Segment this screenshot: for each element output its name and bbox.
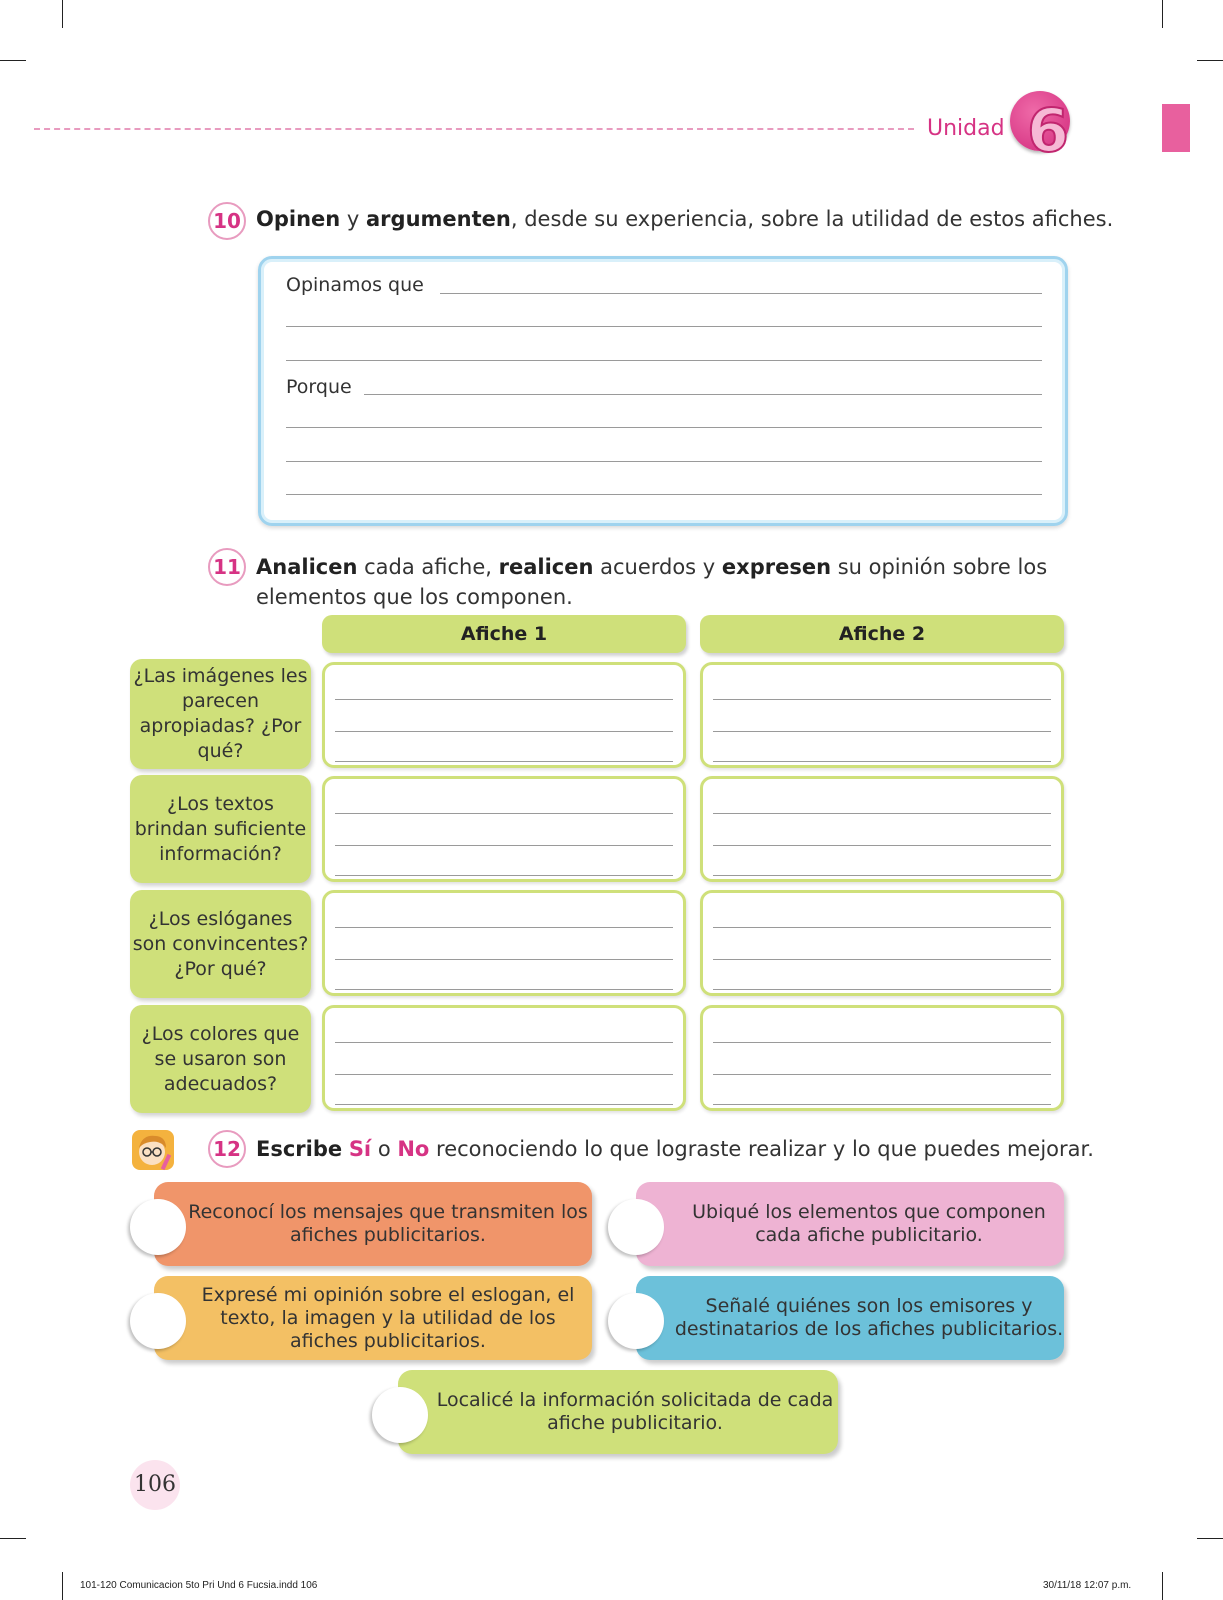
question-slogans: ¿Los eslóganes son convincentes? ¿Por qué? bbox=[130, 890, 311, 998]
self-eval-item: Ubiqué los elementos que componen cada afiche publicitario. bbox=[636, 1182, 1064, 1266]
answer-cell[interactable] bbox=[700, 1005, 1064, 1111]
footer-date: 30/11/18 12:07 p.m. bbox=[1043, 1580, 1132, 1591]
question-images: ¿Las imágenes les parecen apropiadas? ¿Por qué? bbox=[130, 659, 311, 769]
writing-line[interactable] bbox=[440, 293, 1042, 294]
activity-number-10: 10 bbox=[208, 202, 246, 240]
opinion-box bbox=[258, 256, 1068, 526]
crop-mark bbox=[1197, 60, 1223, 61]
activity-number-11: 11 bbox=[208, 548, 246, 586]
self-eval-item: Expresé mi opinión sobre el eslogan, el texto, la imagen y la utilidad de los afiches publicitarios. bbox=[154, 1276, 592, 1360]
answer-cell[interactable] bbox=[700, 776, 1064, 882]
answer-circle[interactable] bbox=[608, 1293, 664, 1349]
self-eval-item: Localicé la información solicitada de cada afiche publicitario. bbox=[398, 1370, 838, 1454]
answer-cell[interactable] bbox=[700, 890, 1064, 996]
column-header-afiche-2: Afiche 2 bbox=[700, 615, 1064, 653]
activity-11-instruction: Analicen cada afiche, realicen acuerdos y expresen su opinión sobre los elementos que los componen. bbox=[256, 555, 1048, 609]
answer-circle[interactable] bbox=[372, 1387, 428, 1443]
unit-label: Unidad bbox=[927, 116, 1005, 141]
answer-circle[interactable] bbox=[608, 1199, 664, 1255]
question-colors: ¿Los colores que se usaron son adecuados? bbox=[130, 1005, 311, 1113]
crop-mark bbox=[1162, 1572, 1163, 1600]
reason-label: Porque bbox=[286, 376, 352, 398]
answer-cell[interactable] bbox=[322, 776, 686, 882]
activity-number-12: 12 bbox=[208, 1130, 246, 1168]
crop-mark bbox=[1197, 1538, 1223, 1539]
answer-cell[interactable] bbox=[700, 662, 1064, 768]
answer-cell[interactable] bbox=[322, 662, 686, 768]
crop-mark bbox=[0, 60, 26, 61]
self-eval-item: Reconocí los mensajes que transmiten los afiches publicitarios. bbox=[154, 1182, 592, 1266]
activity-10-instruction: Opinen y argumenten, desde su experiencia, sobre la utilidad de estos afiches. bbox=[256, 207, 1114, 231]
column-header-afiche-1: Afiche 1 bbox=[322, 615, 686, 653]
crop-mark bbox=[62, 0, 63, 28]
header-dashed-rule bbox=[34, 128, 914, 130]
writing-line[interactable] bbox=[286, 494, 1042, 495]
answer-cell[interactable] bbox=[322, 1005, 686, 1111]
crop-mark bbox=[0, 1538, 26, 1539]
student-avatar-icon bbox=[130, 1128, 178, 1174]
activity-12-instruction: Escribe Sí o No reconociendo lo que lograste realizar y lo que puedes mejorar. bbox=[256, 1137, 1094, 1161]
unit-number: 6 bbox=[1027, 96, 1069, 166]
question-texts: ¿Los textos brindan suficiente información? bbox=[130, 775, 311, 883]
answer-circle[interactable] bbox=[130, 1199, 186, 1255]
writing-line[interactable] bbox=[286, 427, 1042, 428]
answer-cell[interactable] bbox=[322, 890, 686, 996]
crop-mark bbox=[1162, 0, 1163, 28]
side-tab bbox=[1162, 104, 1190, 152]
self-eval-item: Señalé quiénes son los emisores y destinatarios de los afiches publicitarios. bbox=[636, 1276, 1064, 1360]
page-number: 106 bbox=[130, 1460, 180, 1510]
footer-filename: 101-120 Comunicacion 5to Pri Und 6 Fucsia.indd 106 bbox=[80, 1580, 318, 1591]
writing-line[interactable] bbox=[286, 461, 1042, 462]
writing-line[interactable] bbox=[286, 360, 1042, 361]
writing-line[interactable] bbox=[364, 394, 1042, 395]
writing-line[interactable] bbox=[286, 326, 1042, 327]
crop-mark bbox=[62, 1572, 63, 1600]
answer-circle[interactable] bbox=[130, 1293, 186, 1349]
opinion-label: Opinamos que bbox=[286, 274, 424, 296]
